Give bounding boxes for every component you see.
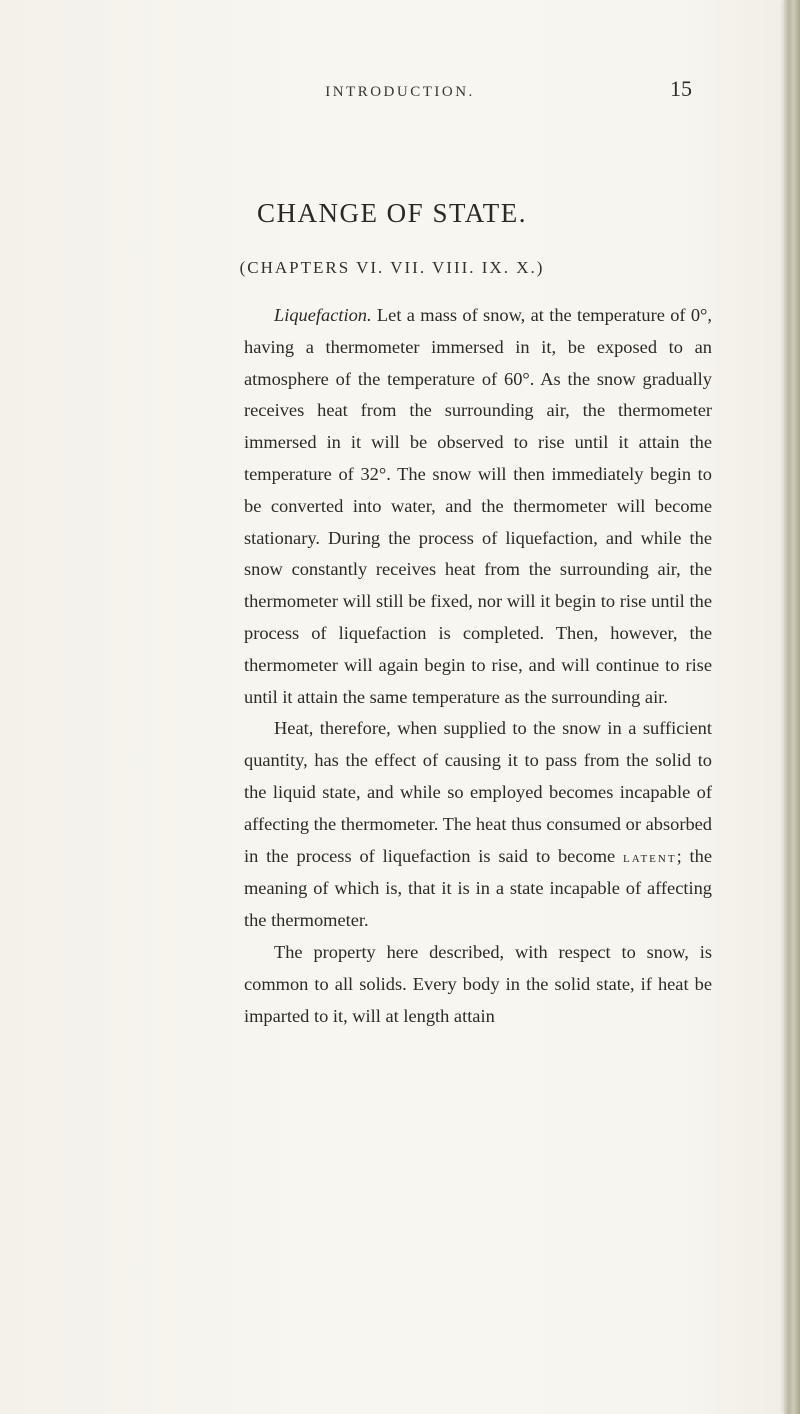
emphasized-term: latent: [623, 848, 677, 866]
chapter-reference: (CHAPTERS VI. VII. VIII. IX. X.): [239, 258, 545, 277]
page-number: 15: [670, 76, 692, 101]
paragraph-text: ; the meaning of which is, that it is in a state incapable of affecting the thermometer.: [244, 845, 712, 931]
paragraph-latent-heat: [244, 713, 712, 937]
body-text: [244, 300, 712, 1032]
paragraph-text: Let a mass of snow, at the temperature of 0°, having a thermometer immersed in it, be exposed to an atmosphere of the temperature of 60°. As the snow gradually receives heat from the surrounding air, the thermometer immersed in it will be observed to rise until it attain the temperature of 32°. The snow will then immediately begin to be converted into water, and the thermometer will become stationary. During the process of liquefaction, and while the snow constantly receives heat from the surrounding air, the thermometer will still be fixed, nor will it begin to rise until the process of liquefaction is completed. Then, however, the thermometer will again begin to rise, and will continue to rise until it attain the same temperature as the surrounding air.: [244, 305, 712, 707]
paragraph-solids: [244, 937, 712, 1032]
running-head: INTRODUCTION.: [325, 84, 475, 100]
paragraph-lead-term: Liquefaction.: [274, 305, 372, 325]
book-spine-edge: [784, 0, 800, 1414]
paragraph-liquefaction: [244, 300, 712, 713]
section-title: CHANGE OF STATE.: [256, 198, 528, 228]
paragraph-text: The property here described, with respect to snow, is common to all solids. Every body in the solid state, if heat be imparted to it, will at length attain: [244, 941, 712, 1026]
paragraph-text: Heat, therefore, when supplied to the snow in a sufficient quantity, has the effect of causing it to pass from the solid to the liquid state, and while so employed becomes incapable of affecting the thermometer. The heat thus consumed or absorbed in the process of liquefaction is said to become: [244, 718, 712, 866]
